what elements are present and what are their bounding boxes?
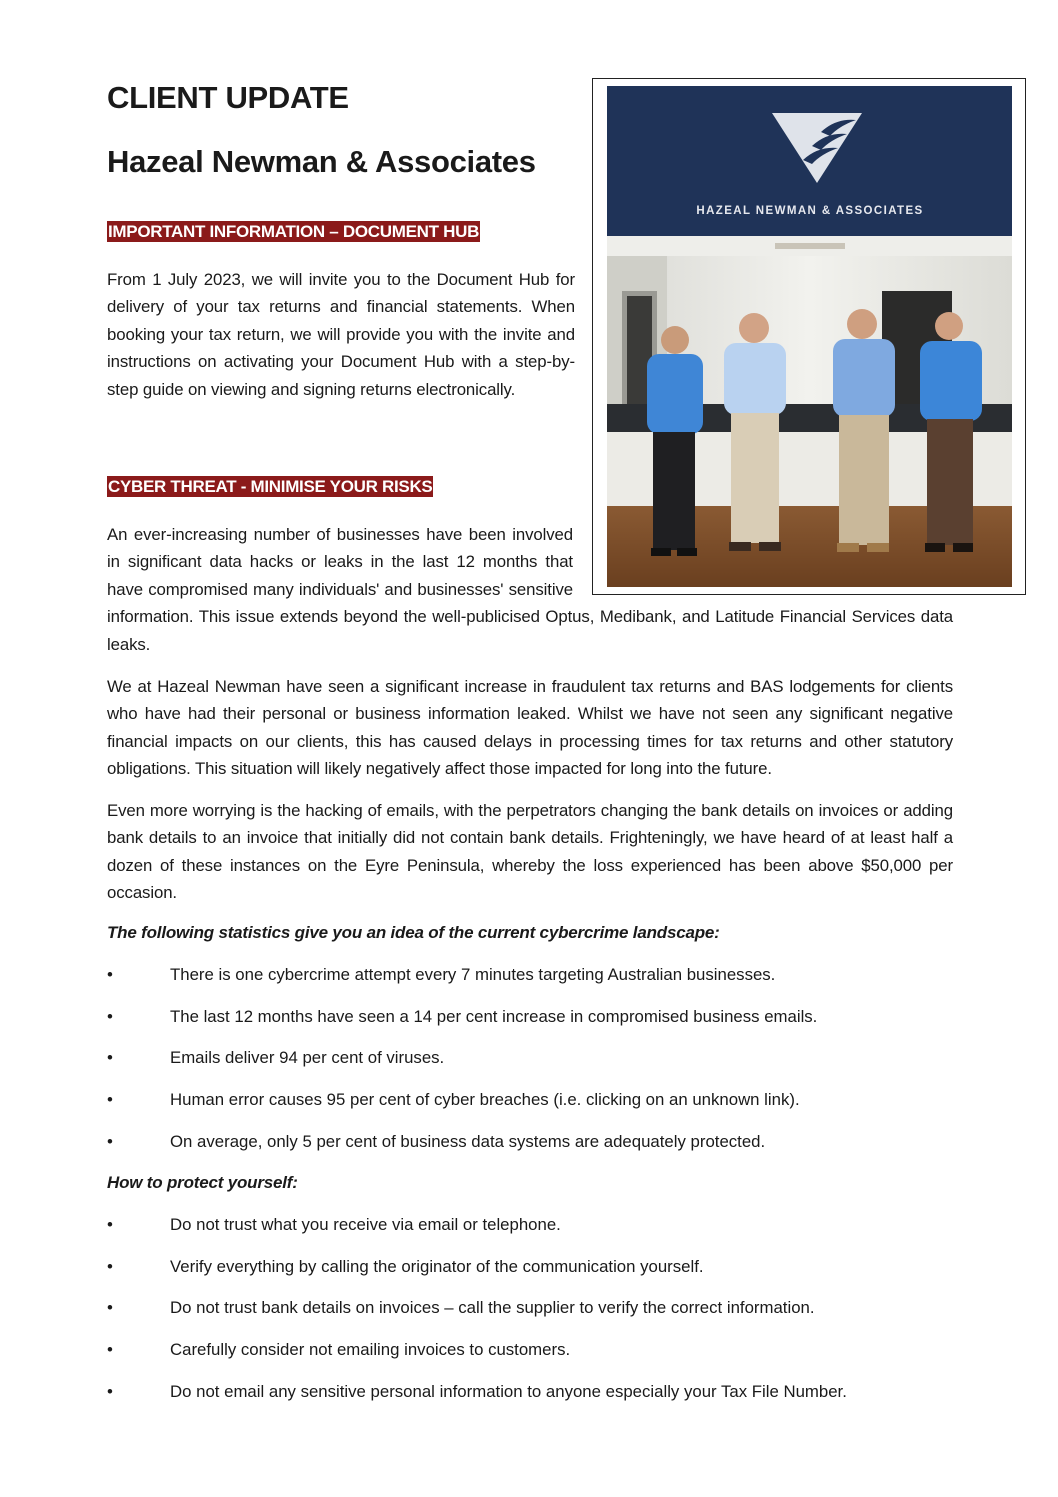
list-item [107,1213,953,1255]
staff-member [833,309,895,552]
list-item [107,1046,953,1088]
cyber-paragraph-3: Even more worrying is the hacking of emails, with the perpetrators changing the bank details on invoices or adding bank details to an invoice that initially did not contain bank details. Frighteningly, we have heard of at least half a dozen of these instances on the Eyre Peninsula, whereby the loss experienced has been above $50,000 per occasion. [107,801,953,903]
bullet: • [107,1215,113,1234]
bullet: • [107,1090,113,1110]
cyber-paragraph-1: An ever-increasing number of businesses have been involved in significant data hacks or leaks in the last 12 months that have compromised many individuals' and businesses' sensitive information. This issue extends beyond the well-publicised Optus, Medibank, and Latitude Financial Services data leaks. [107,525,953,654]
protect-heading: How to protect yourself: [107,1173,298,1192]
list-item [107,1255,953,1297]
protect-list [107,1213,953,1421]
list-item [107,1005,953,1047]
list-item-text: There is one cybercrime attempt every 7 minutes targeting Australian businesses. [170,965,776,984]
list-item-text: Verify everything by calling the originator of the communication yourself. [170,1256,704,1276]
bullet: • [107,1131,113,1151]
staff-member [920,312,982,552]
list-item [107,1338,953,1380]
statistics-heading: The following statistics give you an idea of the current cybercrime landscape: [107,923,720,942]
list-item [107,1130,953,1172]
list-item-text: Human error causes 95 per cent of cyber breaches (i.e. clicking on an unknown link). [170,1090,800,1110]
statistics-list [107,963,953,1171]
cyber-threat-heading: CYBER THREAT - MINIMISE YOUR RISKS [108,477,433,496]
document-hub-paragraph: From 1 July 2023, we will invite you to the Document Hub for delivery of your tax returns and financial statements. When booking your tax return, we will provide you with the invite and instructions on activating your Document Hub with a step-by-step guide on viewing and signing returns electronically. [107,270,575,399]
document-hub-heading: IMPORTANT INFORMATION – DOCUMENT HUB [108,222,480,241]
document-title: CLIENT UPDATE [107,80,349,115]
company-name: Hazeal Newman & Associates [107,144,536,179]
list-item [107,1296,953,1338]
list-item-text: Do not email any sensitive personal information to anyone especially your Tax File Number. [170,1381,847,1401]
list-item-text: Do not trust what you receive via email or telephone. [170,1215,561,1234]
bullet: • [107,1340,113,1360]
bullet: • [107,1048,113,1068]
list-item-text: Do not trust bank details on invoices – call the supplier to verify the correct information. [170,1298,815,1318]
list-item-text: The last 12 months have seen a 14 per cent increase in compromised business emails. [170,1006,818,1026]
list-item-text: On average, only 5 per cent of business data systems are adequately protected. [170,1131,766,1151]
list-item-text: Carefully consider not emailing invoices to customers. [170,1340,571,1360]
list-item [107,1088,953,1130]
staff-member [724,313,786,551]
bullet: • [107,1381,113,1401]
cyber-paragraph-2: We at Hazeal Newman have seen a significant increase in fraudulent tax returns and BAS lodgements for clients who have had their personal or business information leaked. Whilst we have not seen any significant negative financial impacts on our clients, this has caused delays in processing times for tax returns and other statutory obligations. This situation will likely negatively affect those impacted for long into the future. [107,677,953,779]
sign-text: HAZEAL NEWMAN & ASSOCIATES [696,205,924,217]
bullet: • [107,1298,113,1318]
team-photo [607,86,1012,587]
bullet: • [107,965,113,984]
list-item [107,1380,953,1422]
bullet: • [107,1006,113,1026]
list-item [107,963,953,1005]
bullet: • [107,1256,113,1276]
list-item-text: Emails deliver 94 per cent of viruses. [170,1048,445,1068]
